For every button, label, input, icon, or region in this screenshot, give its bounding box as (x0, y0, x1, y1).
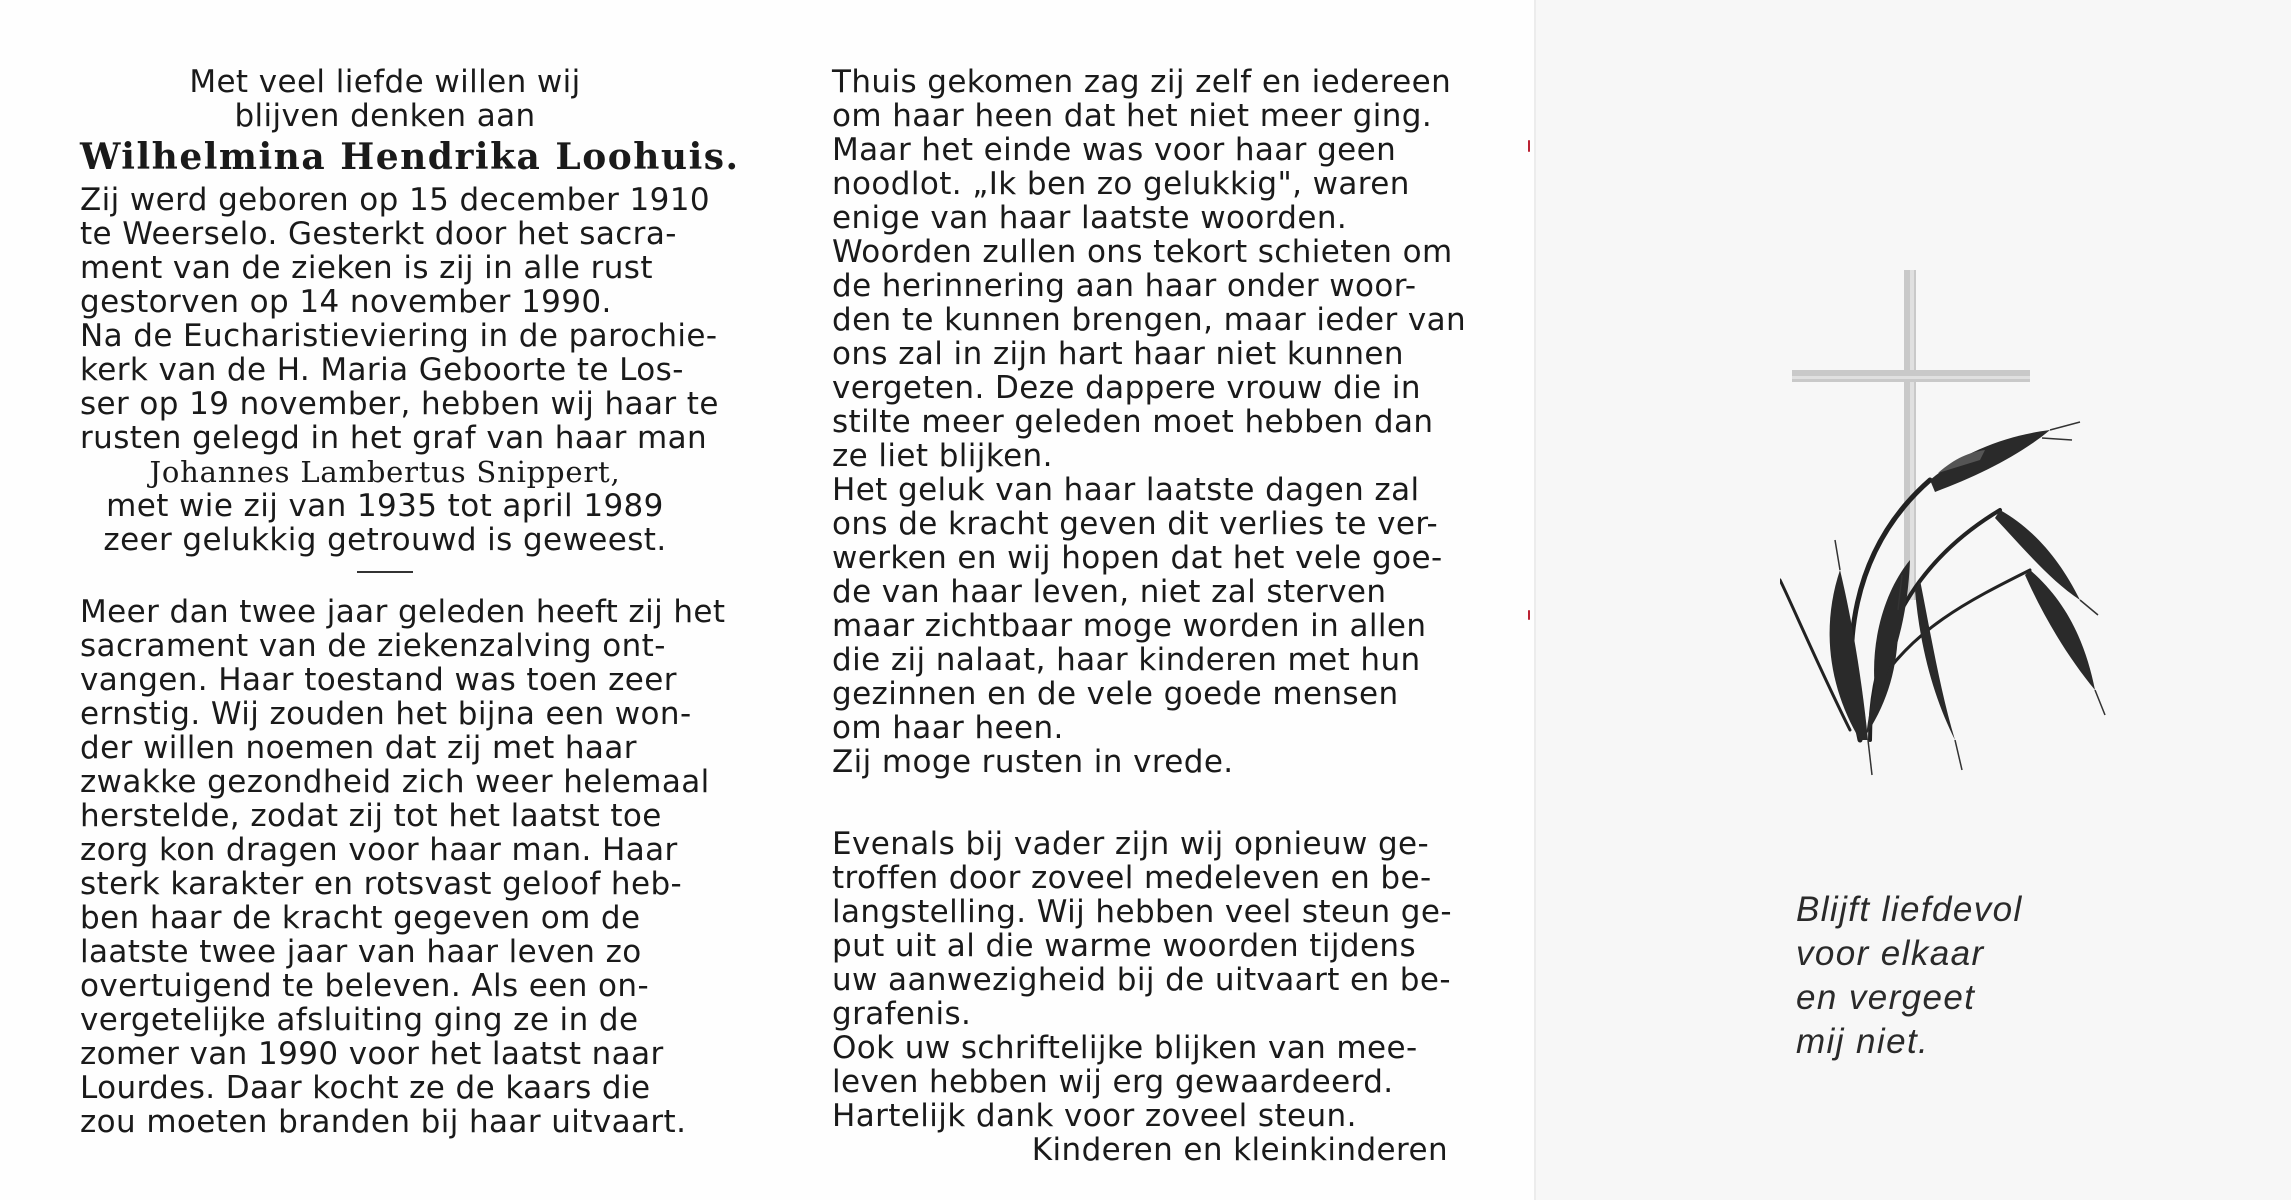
story-line: sacrament van de ziekenzalving ont- (80, 628, 666, 664)
marriage-line: zeer gelukkig getrouwd is geweest. (103, 522, 667, 558)
text-line: gezinnen en de vele goede mensen (832, 676, 1399, 712)
story-line: zomer van 1990 voor het laatst naar (80, 1036, 664, 1072)
motto-line: en vergeet (1796, 978, 1976, 1017)
bio-line: ser op 19 november, hebben wij haar te (80, 386, 719, 422)
thanks-line: grafenis. (832, 996, 972, 1032)
cross-with-wheat-icon (1780, 270, 2110, 850)
deceased-name: Wilhelmina Hendrika Loohuis. (80, 136, 740, 178)
story-line: vangen. Haar toestand was toen zeer (80, 662, 677, 698)
text-line: Thuis gekomen zag zij zelf en iedereen (832, 64, 1452, 100)
story-line: overtuigend te beleven. Als een on- (80, 968, 650, 1004)
motto-line: Blijft liefdevol (1796, 890, 2023, 929)
bio-line: ment van de zieken is zij in alle rust (80, 250, 653, 286)
thanks-line: Evenals bij vader zijn wij opnieuw ge- (832, 826, 1430, 862)
thanks-line: Hartelijk dank voor zoveel steun. (832, 1098, 1357, 1134)
story-line: vergetelijke afsluiting ging ze in de (80, 1002, 639, 1038)
bio-line: rusten gelegd in het graf van haar man (80, 420, 708, 456)
text-line: vergeten. Deze dappere vrouw die in (832, 370, 1421, 406)
text-line: Maar het einde was voor haar geen (832, 132, 1397, 168)
signature: Kinderen en kleinkinderen (1031, 1132, 1448, 1168)
story-line: Meer dan twee jaar geleden heeft zij het (80, 594, 726, 630)
left-column (80, 64, 740, 1140)
bio-line: kerk van de H. Maria Geboorte te Los- (80, 352, 684, 388)
text-line: ons de kracht geven dit verlies te ver- (832, 506, 1439, 542)
text-line: Woorden zullen ons tekort schieten om (832, 234, 1453, 270)
text-line: den te kunnen brengen, maar ieder van (832, 302, 1467, 338)
bio-line: Zij werd geboren op 15 december 1910 (80, 182, 711, 218)
thanks-line: uw aanwezigheid bij de uitvaart en be- (832, 962, 1451, 998)
story-line: der willen noemen dat zij met haar (80, 730, 637, 766)
story-line: zou moeten branden bij haar uitvaart. (80, 1104, 687, 1140)
bio-line: te Weerselo. Gesterkt door het sacra- (80, 216, 677, 252)
bio-line: Na de Eucharistieviering in de parochie- (80, 318, 718, 354)
motto-line: voor elkaar (1796, 934, 1985, 973)
paragraph-gap (832, 779, 1452, 827)
text-line: om haar heen dat het niet meer ging. (832, 98, 1433, 134)
middle-column (832, 64, 1467, 1168)
card-fold (1534, 0, 1536, 1200)
story-line: zorg kon dragen voor haar man. Haar (80, 832, 678, 868)
wheat-ears (1830, 430, 2095, 740)
text-line: Het geluk van haar laatste dagen zal (832, 472, 1420, 508)
text-line: de van haar leven, niet zal sterven (832, 574, 1387, 610)
story-line: ben haar de kracht gegeven om de (80, 900, 641, 936)
thanks-line: langstelling. Wij hebben veel steun ge- (832, 894, 1452, 930)
thanks-line: Ook uw schriftelijke blijken van mee- (832, 1030, 1418, 1066)
section-divider (357, 571, 413, 573)
story-line: laatste twee jaar van haar leven zo (80, 934, 642, 970)
text-line: maar zichtbaar moge worden in allen (832, 608, 1427, 644)
text-line: om haar heen. (832, 710, 1064, 746)
text-line: ze liet blijken. (832, 438, 1053, 474)
thanks-line: put uit al die warme woorden tijdens (832, 928, 1417, 964)
story-line: zwakke gezondheid zich weer helemaal (80, 764, 710, 800)
intro-line: blijven denken aan (234, 98, 536, 134)
thanks-line: leven hebben wij erg gewaardeerd. (832, 1064, 1394, 1100)
text-line: noodlot. „Ik ben zo gelukkig", waren (832, 166, 1410, 202)
print-speck (1528, 140, 1530, 152)
text-line: de herinnering aan haar onder woor- (832, 268, 1417, 304)
text-line: ons zal in zijn hart haar niet kunnen (832, 336, 1404, 372)
story-line: herstelde, zodat zij tot het laatst toe (80, 798, 662, 834)
story-line: ernstig. Wij zouden het bijna een won- (80, 696, 692, 732)
text-line: die zij nalaat, haar kinderen met hun (832, 642, 1421, 678)
print-speck (1528, 610, 1530, 620)
story-line: Lourdes. Daar kocht ze de kaars die (80, 1070, 651, 1106)
text-line: werken en wij hopen dat het vele goe- (832, 540, 1443, 576)
husband-name: Johannes Lambertus Snippert, (149, 455, 621, 489)
bio-line: gestorven op 14 november 1990. (80, 284, 612, 320)
thanks-line: troffen door zoveel medeleven en be- (832, 860, 1432, 896)
text-line: Zij moge rusten in vrede. (832, 744, 1234, 780)
marriage-line: met wie zij van 1935 tot april 1989 (106, 488, 664, 524)
motto-line: mij niet. (1796, 1022, 1930, 1061)
text-line: stilte meer geleden moet hebben dan (832, 404, 1434, 440)
text-line: enige van haar laatste woorden. (832, 200, 1348, 236)
motto (1796, 888, 2096, 1064)
intro-line: Met veel liefde willen wij (189, 64, 581, 100)
story-line: sterk karakter en rotsvast geloof heb- (80, 866, 683, 902)
